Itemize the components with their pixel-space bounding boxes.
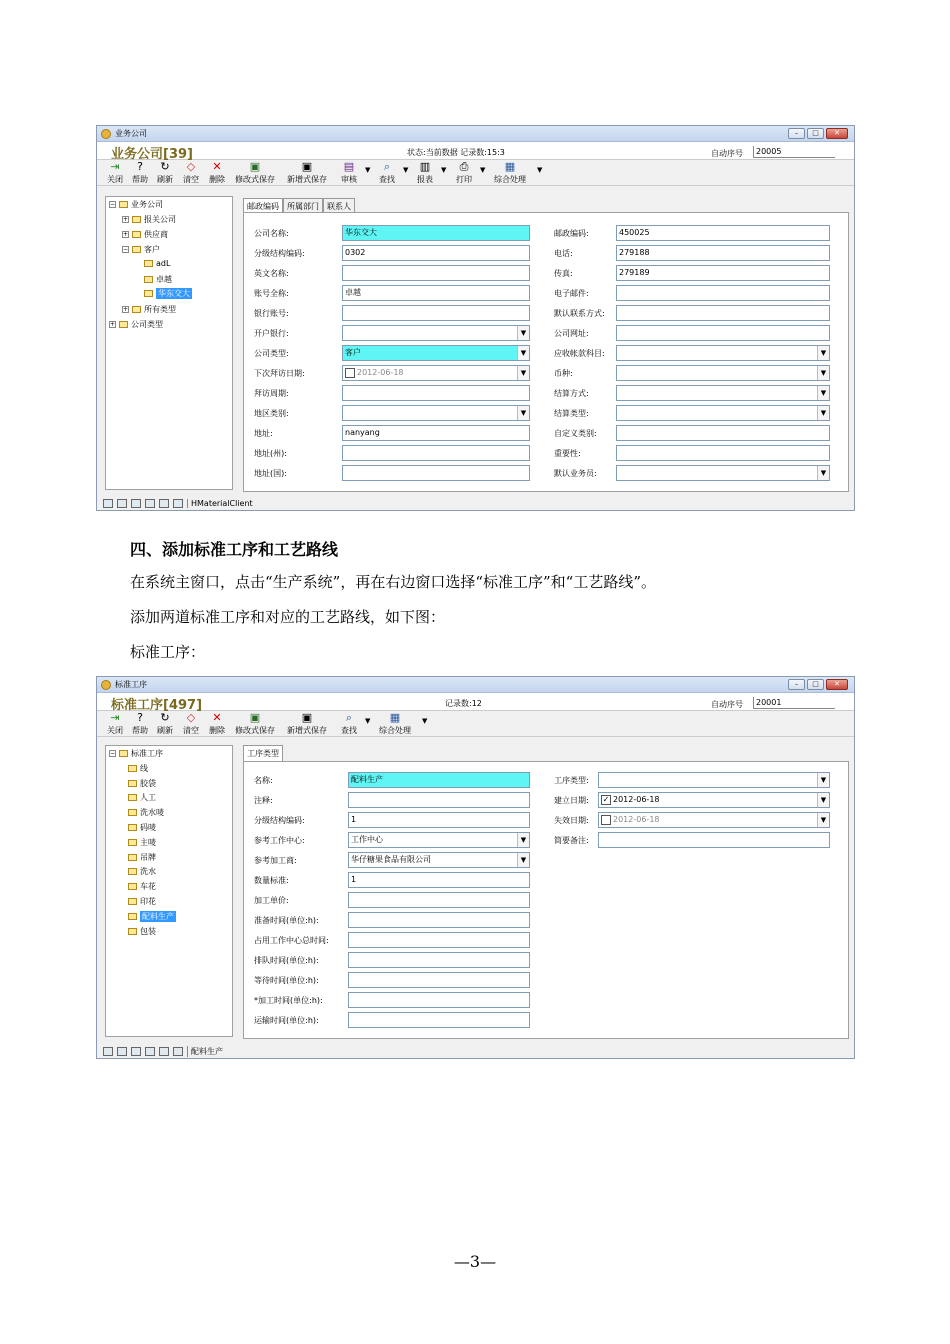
field-input[interactable] bbox=[616, 425, 830, 441]
tree-item-root[interactable]: − 业务公司 bbox=[110, 200, 163, 209]
field-value: 工作中心 bbox=[351, 835, 383, 844]
status-bar bbox=[97, 496, 854, 510]
delete-button[interactable]: ✕ 删除 bbox=[209, 711, 225, 735]
tree-item[interactable]: 码唛 bbox=[128, 822, 156, 833]
refresh-icon: ↻ bbox=[160, 711, 170, 724]
window-business-company bbox=[96, 125, 855, 511]
folder-icon bbox=[128, 839, 137, 846]
modify-save-button[interactable]: ▣ 修改式保存 bbox=[235, 160, 275, 184]
field-label: 分级结构编码: bbox=[254, 249, 305, 258]
section-heading: 四、添加标准工序和工艺路线 bbox=[130, 540, 339, 559]
chevron-down-icon[interactable]: ▼ bbox=[817, 466, 829, 480]
field-input[interactable] bbox=[598, 812, 830, 828]
folder-icon bbox=[128, 868, 137, 875]
field-input[interactable] bbox=[348, 992, 530, 1008]
form-panel bbox=[243, 212, 849, 492]
field-value: 2012-06-18 bbox=[613, 815, 660, 824]
tree-item[interactable]: 人工 bbox=[128, 792, 156, 803]
window-standard-process bbox=[96, 676, 855, 1059]
tree-item[interactable]: 卓越 bbox=[144, 274, 172, 285]
folder-icon bbox=[128, 883, 137, 890]
field-input[interactable] bbox=[616, 365, 830, 381]
search-icon: ⌕ bbox=[345, 711, 353, 724]
minimize-button[interactable]: – bbox=[788, 679, 805, 690]
tree-item[interactable]: − 客户 bbox=[123, 245, 160, 254]
chevron-down-icon[interactable]: ▼ bbox=[517, 366, 529, 380]
field-value: 279188 bbox=[619, 248, 650, 257]
field-input[interactable] bbox=[342, 425, 530, 441]
field-label: 公司类型: bbox=[254, 349, 289, 358]
chevron-down-icon[interactable]: ▼ bbox=[517, 326, 529, 340]
audit-button[interactable]: ▤ 审核 bbox=[341, 160, 357, 184]
tree-item[interactable]: + 公司类型 bbox=[110, 320, 163, 329]
app-icon bbox=[101, 680, 111, 690]
field-label: 公司网址: bbox=[554, 329, 589, 338]
refresh-icon: ↻ bbox=[160, 160, 170, 173]
tree-pane bbox=[105, 745, 233, 1037]
checkbox[interactable] bbox=[345, 368, 355, 378]
expand-icon: + bbox=[123, 216, 129, 223]
field-label: 失效日期: bbox=[554, 816, 589, 825]
field-input[interactable] bbox=[342, 265, 530, 281]
field-input[interactable] bbox=[616, 325, 830, 341]
paragraph: 添加两道标准工序和对应的工艺路线，如下图： bbox=[130, 608, 446, 626]
folder-icon bbox=[128, 913, 137, 920]
field-value: 1 bbox=[351, 815, 357, 824]
chevron-down-icon[interactable]: ▼ bbox=[517, 346, 529, 360]
eraser-icon: ◇ bbox=[186, 711, 196, 724]
paragraph: 标准工序： bbox=[130, 643, 206, 661]
field-label: 结算方式: bbox=[554, 389, 589, 398]
field-label: 地址(州): bbox=[254, 449, 287, 458]
help-button[interactable]: ? 帮助 bbox=[132, 711, 148, 735]
tab-contact[interactable]: 联系人 bbox=[323, 198, 355, 214]
status-icon bbox=[103, 499, 113, 508]
field-input[interactable] bbox=[342, 445, 530, 461]
status-icon bbox=[159, 1047, 169, 1056]
new-save-button[interactable]: ▣ 新增式保存 bbox=[287, 160, 327, 184]
field-label: 参考工作中心: bbox=[254, 836, 305, 845]
field-label: 自定义类别: bbox=[554, 429, 597, 438]
field-input[interactable] bbox=[348, 912, 530, 928]
tree-item[interactable]: 印花 bbox=[128, 896, 156, 907]
folder-icon bbox=[128, 794, 137, 801]
folder-icon bbox=[119, 750, 128, 757]
folder-icon bbox=[132, 306, 141, 313]
field-input[interactable] bbox=[348, 792, 530, 808]
close-window-button[interactable]: ✕ bbox=[826, 128, 848, 139]
folder-icon bbox=[144, 290, 153, 297]
delete-icon: ✕ bbox=[212, 160, 222, 173]
status-icon bbox=[131, 499, 141, 508]
report-icon: ▥ bbox=[419, 160, 431, 173]
close-button[interactable]: ⇥ 关闭 bbox=[107, 711, 123, 735]
combined-process-button[interactable]: ▦ 综合处理 bbox=[494, 160, 526, 184]
field-label: 公司名称: bbox=[254, 229, 289, 238]
field-label: 等待时间(单位:h): bbox=[254, 976, 319, 985]
field-label: 地址: bbox=[254, 429, 273, 438]
field-label: 英文名称: bbox=[254, 269, 289, 278]
find-dropdown-icon[interactable]: ▼ bbox=[403, 166, 409, 174]
field-label: 排队时间(单位:h): bbox=[254, 956, 319, 965]
titlebar bbox=[97, 677, 854, 693]
field-label: 分级结构编码: bbox=[254, 816, 305, 825]
field-value: 1 bbox=[351, 875, 357, 884]
status-icon bbox=[173, 499, 183, 508]
field-input[interactable] bbox=[598, 772, 830, 788]
field-label: 下次拜访日期: bbox=[254, 369, 305, 378]
field-input[interactable] bbox=[616, 385, 830, 401]
status-bar bbox=[97, 1044, 854, 1058]
field-input[interactable] bbox=[342, 345, 530, 361]
process-dropdown-icon[interactable]: ▼ bbox=[422, 717, 428, 725]
field-input[interactable] bbox=[342, 465, 530, 481]
process-icon: ▦ bbox=[504, 160, 516, 173]
field-label: 地区类别: bbox=[254, 409, 289, 418]
help-icon: ? bbox=[137, 711, 143, 724]
collapse-icon[interactable]: − bbox=[110, 750, 116, 757]
modify-save-button[interactable]: ▣ 修改式保存 bbox=[235, 711, 275, 735]
chevron-down-icon[interactable]: ▼ bbox=[817, 366, 829, 380]
window-title: 业务公司 bbox=[115, 129, 147, 138]
field-input[interactable] bbox=[616, 445, 830, 461]
tree-item[interactable]: − 标准工序 bbox=[110, 749, 163, 758]
form-title: 业务公司[39] bbox=[111, 147, 193, 162]
tree-item[interactable]: 吊牌 bbox=[128, 852, 156, 863]
field-input[interactable] bbox=[616, 405, 830, 421]
field-input[interactable] bbox=[348, 772, 530, 788]
field-input[interactable] bbox=[348, 892, 530, 908]
form-title: 标准工序[497] bbox=[111, 698, 203, 713]
chevron-down-icon[interactable]: ▼ bbox=[817, 793, 829, 807]
new-save-button[interactable]: ▣ 新增式保存 bbox=[287, 711, 327, 735]
field-label: 结算类型: bbox=[554, 409, 589, 418]
expand-icon: + bbox=[123, 231, 129, 238]
field-label: 邮政编码: bbox=[554, 229, 589, 238]
tree-item[interactable]: 胶袋 bbox=[128, 778, 156, 789]
collapse-icon: − bbox=[123, 246, 129, 253]
folder-icon bbox=[119, 321, 128, 328]
printer-icon: ⎙ bbox=[459, 160, 469, 173]
auto-number-label: 自动序号 bbox=[711, 700, 743, 709]
form-panel bbox=[243, 761, 849, 1039]
status-text: HMaterialClient bbox=[187, 499, 253, 508]
field-input[interactable] bbox=[616, 345, 830, 361]
tab-process-type[interactable]: 工序类型 bbox=[243, 745, 283, 761]
window-title: 标准工序 bbox=[115, 680, 147, 689]
field-input[interactable] bbox=[616, 245, 830, 261]
tree-item[interactable]: 包装 bbox=[128, 926, 156, 937]
field-label: 默认联系方式: bbox=[554, 309, 605, 318]
refresh-button[interactable]: ↻ 刷新 bbox=[157, 711, 173, 735]
folder-icon bbox=[128, 898, 137, 905]
chevron-down-icon[interactable]: ▼ bbox=[817, 346, 829, 360]
field-value: 2012-06-18 bbox=[357, 368, 404, 377]
folder-icon bbox=[128, 809, 137, 816]
field-input[interactable] bbox=[348, 932, 530, 948]
folder-icon bbox=[132, 231, 141, 238]
status-icon bbox=[117, 1047, 127, 1056]
help-icon: ? bbox=[137, 160, 143, 173]
paragraph: 在系统主窗口，点击“生产系统”，再在右边窗口选择“标准工序”和“工艺路线”。 bbox=[130, 573, 657, 591]
tree-item[interactable]: 线 bbox=[128, 763, 148, 774]
search-icon: ⌕ bbox=[383, 160, 391, 173]
report-dropdown-icon[interactable]: ▼ bbox=[441, 166, 447, 174]
field-label: 注释: bbox=[254, 796, 273, 805]
field-label: 准备时间(单位:h): bbox=[254, 916, 319, 925]
process-dropdown-icon[interactable]: ▼ bbox=[537, 166, 543, 174]
status-icon bbox=[131, 1047, 141, 1056]
process-icon: ▦ bbox=[389, 711, 401, 724]
tab-department[interactable]: 所属部门 bbox=[283, 198, 323, 214]
field-label: 电子邮件: bbox=[554, 289, 589, 298]
auto-number-label: 自动序号 bbox=[711, 149, 743, 158]
status-icon bbox=[117, 499, 127, 508]
field-value: 2012-06-18 bbox=[613, 795, 660, 804]
field-input[interactable] bbox=[348, 952, 530, 968]
chevron-down-icon[interactable]: ▼ bbox=[517, 406, 529, 420]
toolbar bbox=[97, 160, 854, 186]
save-new-icon: ▣ bbox=[301, 711, 313, 724]
tree-item[interactable]: 洗水唛 bbox=[128, 807, 164, 818]
folder-icon bbox=[128, 928, 137, 935]
status-icon bbox=[145, 499, 155, 508]
close-button[interactable]: ⇥ 关闭 bbox=[107, 160, 123, 184]
maximize-button[interactable]: □ bbox=[807, 679, 824, 690]
save-icon: ▣ bbox=[249, 160, 261, 173]
folder-icon bbox=[132, 216, 141, 223]
record-status: 记录数:12 bbox=[445, 699, 482, 708]
tree-item[interactable]: + 所有类型 bbox=[123, 305, 176, 314]
field-label: 币种: bbox=[554, 369, 573, 378]
field-label: 银行账号: bbox=[254, 309, 289, 318]
field-input[interactable] bbox=[342, 365, 530, 381]
field-input[interactable] bbox=[348, 972, 530, 988]
field-label: 传真: bbox=[554, 269, 573, 278]
folder-icon bbox=[144, 276, 153, 283]
status-icon bbox=[103, 1047, 113, 1056]
find-dropdown-icon[interactable]: ▼ bbox=[365, 717, 371, 725]
report-button[interactable]: ▥ 报表 bbox=[417, 160, 433, 184]
field-input[interactable] bbox=[342, 325, 530, 341]
expand-icon: + bbox=[123, 306, 129, 313]
checkbox[interactable]: ✓ bbox=[602, 794, 610, 804]
field-value: 配料生产 bbox=[351, 775, 383, 784]
tree-pane bbox=[105, 196, 233, 490]
save-new-icon: ▣ bbox=[301, 160, 313, 173]
audit-icon: ▤ bbox=[343, 160, 355, 173]
collapse-icon: − bbox=[110, 201, 116, 208]
field-input[interactable] bbox=[348, 832, 530, 848]
field-value: 0302 bbox=[345, 248, 366, 257]
delete-icon: ✕ bbox=[212, 711, 222, 724]
titlebar bbox=[97, 126, 854, 142]
chevron-down-icon[interactable]: ▼ bbox=[817, 813, 829, 827]
header-row bbox=[97, 693, 854, 711]
tab-bar bbox=[243, 745, 283, 761]
field-label: *加工时间(单位:h): bbox=[254, 996, 323, 1005]
field-input[interactable] bbox=[348, 812, 530, 828]
field-label: 工序类型: bbox=[554, 776, 589, 785]
exit-icon: ⇥ bbox=[110, 160, 120, 173]
field-input[interactable] bbox=[348, 1012, 530, 1028]
field-input[interactable] bbox=[342, 405, 530, 421]
folder-icon bbox=[132, 246, 141, 253]
clear-button[interactable]: ◇ 清空 bbox=[183, 711, 199, 735]
folder-icon bbox=[119, 201, 128, 208]
field-input[interactable] bbox=[598, 792, 830, 808]
clear-button[interactable]: ◇ 清空 bbox=[183, 160, 199, 184]
field-input[interactable] bbox=[616, 305, 830, 321]
folder-icon bbox=[128, 854, 137, 861]
auto-number-field[interactable]: 20001 bbox=[753, 697, 835, 709]
field-value: nanyang bbox=[345, 428, 380, 437]
eraser-icon: ◇ bbox=[186, 160, 196, 173]
status-text: 配料生产 bbox=[187, 1046, 223, 1057]
header-row bbox=[97, 142, 854, 160]
print-dropdown-icon[interactable]: ▼ bbox=[480, 166, 486, 174]
chevron-down-icon[interactable]: ▼ bbox=[517, 833, 529, 847]
minimize-button[interactable]: – bbox=[788, 128, 805, 139]
field-label: 建立日期: bbox=[554, 796, 589, 805]
field-input[interactable] bbox=[348, 852, 530, 868]
field-value: 卓越 bbox=[345, 288, 361, 297]
expand-icon: + bbox=[110, 321, 116, 328]
tree-item-selected[interactable]: 配料生产 bbox=[128, 911, 176, 922]
field-input[interactable] bbox=[342, 245, 530, 261]
field-input[interactable] bbox=[342, 225, 530, 241]
field-label: 参考加工商: bbox=[254, 856, 297, 865]
close-window-button[interactable]: ✕ bbox=[826, 679, 848, 690]
find-button[interactable]: ⌕ 查找 bbox=[341, 711, 357, 735]
status-icon bbox=[159, 499, 169, 508]
find-button[interactable]: ⌕ 查找 bbox=[379, 160, 395, 184]
status-icon bbox=[145, 1047, 155, 1056]
tree-item[interactable]: + 供应商 bbox=[123, 230, 168, 239]
checkbox[interactable] bbox=[601, 815, 611, 825]
field-value: 华仔糖果食品有限公司 bbox=[351, 855, 431, 864]
field-label: 重要性: bbox=[554, 449, 581, 458]
field-input[interactable] bbox=[342, 305, 530, 321]
field-label: 账号全称: bbox=[254, 289, 289, 298]
field-value: 450025 bbox=[619, 228, 650, 237]
tree-item[interactable]: 洗水 bbox=[128, 866, 156, 877]
field-label: 默认业务员: bbox=[554, 469, 597, 478]
field-label: 运输时间(单位:h): bbox=[254, 1016, 319, 1025]
folder-icon bbox=[144, 260, 153, 267]
tree-item-selected[interactable]: 华东交大 bbox=[144, 288, 192, 299]
folder-icon bbox=[128, 780, 137, 787]
field-label: 加工单价: bbox=[254, 896, 289, 905]
field-input[interactable] bbox=[616, 265, 830, 281]
field-label: 数量标准: bbox=[254, 876, 289, 885]
field-input[interactable] bbox=[348, 872, 530, 888]
field-label: 电话: bbox=[554, 249, 573, 258]
field-label: 简要备注: bbox=[554, 836, 589, 845]
field-value: 客户 bbox=[345, 348, 361, 357]
field-input[interactable] bbox=[616, 465, 830, 481]
toolbar bbox=[97, 711, 854, 737]
field-label: 占用工作中心总时间: bbox=[254, 936, 329, 945]
field-label: 应收帐款科目: bbox=[554, 349, 605, 358]
tree-item[interactable]: adL bbox=[144, 259, 170, 268]
chevron-down-icon[interactable]: ▼ bbox=[817, 386, 829, 400]
tree-item[interactable]: 主唛 bbox=[128, 837, 156, 848]
audit-dropdown-icon[interactable]: ▼ bbox=[365, 166, 371, 174]
record-status: 状态:当前数据 记录数:15:3 bbox=[407, 148, 505, 157]
exit-icon: ⇥ bbox=[110, 711, 120, 724]
field-label: 拜访周期: bbox=[254, 389, 289, 398]
field-input[interactable] bbox=[616, 225, 830, 241]
tree-item[interactable]: 车花 bbox=[128, 881, 156, 892]
status-icon bbox=[173, 1047, 183, 1056]
tab-postcode[interactable]: 邮政编码 bbox=[243, 198, 283, 214]
save-icon: ▣ bbox=[249, 711, 261, 724]
app-icon bbox=[101, 129, 111, 139]
field-label: 地址(国): bbox=[254, 469, 287, 478]
page-number: —3— bbox=[453, 1252, 497, 1271]
folder-icon bbox=[128, 765, 137, 772]
field-label: 开户银行: bbox=[254, 329, 289, 338]
field-value: 华东交大 bbox=[345, 228, 377, 237]
tree-item[interactable]: + 报关公司 bbox=[123, 215, 176, 224]
maximize-button[interactable]: □ bbox=[807, 128, 824, 139]
chevron-down-icon[interactable]: ▼ bbox=[517, 853, 529, 867]
field-input[interactable] bbox=[342, 385, 530, 401]
refresh-button[interactable]: ↻ 刷新 bbox=[157, 160, 173, 184]
chevron-down-icon[interactable]: ▼ bbox=[817, 773, 829, 787]
field-value: 279189 bbox=[619, 268, 650, 277]
field-input[interactable] bbox=[342, 285, 530, 301]
chevron-down-icon[interactable]: ▼ bbox=[817, 406, 829, 420]
field-label: 名称: bbox=[254, 776, 273, 785]
print-button[interactable]: ⎙ 打印 bbox=[456, 160, 472, 184]
auto-number-field[interactable]: 20005 bbox=[753, 146, 835, 158]
folder-icon bbox=[128, 824, 137, 831]
combined-process-button[interactable]: ▦ 综合处理 bbox=[379, 711, 411, 735]
field-input[interactable] bbox=[616, 285, 830, 301]
help-button[interactable]: ? 帮助 bbox=[132, 160, 148, 184]
field-input[interactable] bbox=[598, 832, 830, 848]
delete-button[interactable]: ✕ 删除 bbox=[209, 160, 225, 184]
